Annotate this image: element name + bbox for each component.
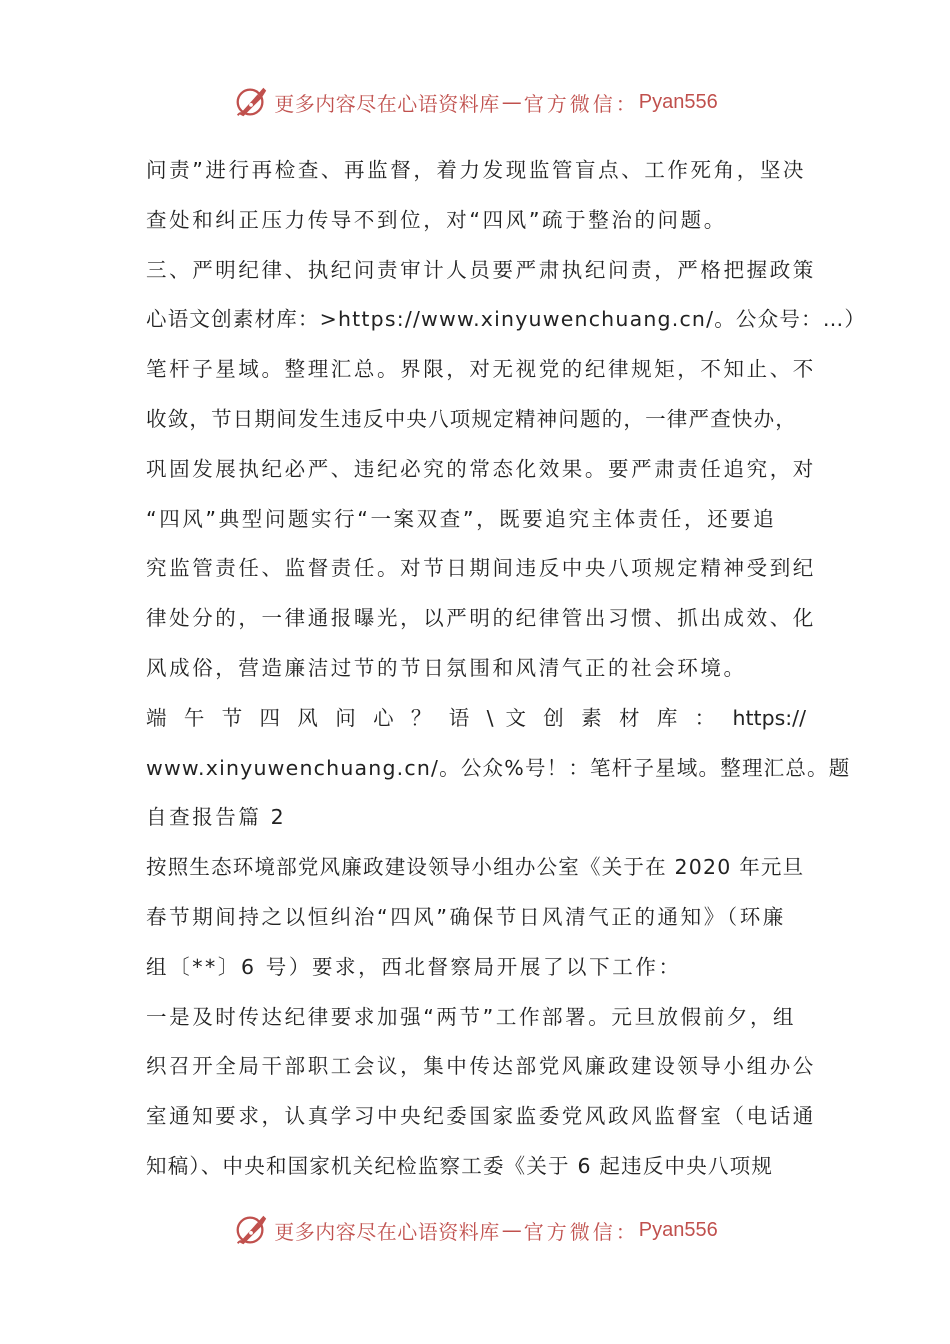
section-heading: 自查报告篇 2 [146, 805, 287, 830]
text-line: 查处和纠正压力传导不到位，对“四风”疏于整治的问题。 [146, 207, 727, 232]
footer-wechat-id: Pyan556 [638, 1218, 718, 1241]
pen-nib-logo-icon [232, 1211, 270, 1249]
text-line: 巩固发展执纪必严、违纪必究的常态化效果。要严肃责任追究，对 [146, 456, 816, 481]
header-banner [0, 80, 950, 124]
pen-nib-logo-icon [232, 83, 270, 121]
text-line: 知稿）、中央和国家机关纪检监察工委《关于 6 起违反中央八项规 [146, 1153, 774, 1178]
text-line: www.xinyuwenchuang.cn/。公众%号！：笔杆子星域。整理汇总。题 [146, 755, 851, 780]
text-line: 室通知要求，认真学习中央纪委国家监委党风政风监督室（电话通 [146, 1104, 816, 1129]
header-wechat-label: 官方微信： [523, 91, 639, 116]
text-line: 笔杆子星域。整理汇总。界限，对无视党的纪律规矩，不知止、不 [146, 357, 816, 382]
text-line: 春节期间持之以恒纠治“四风”确保节日风清气正的通知》（环廉 [146, 904, 786, 929]
text-line: 问责”进行再检查、再监督，着力发现监管盲点、工作死角，坚决 [146, 158, 807, 182]
text-line: 织召开全局干部职工会议，集中传达部党风廉政建设领导小组办公 [146, 1054, 816, 1079]
document-body [146, 146, 867, 1192]
header-wechat-id: Pyan556 [638, 90, 718, 113]
header-separator: — [501, 90, 522, 114]
text-line: 收敛，节日期间发生违反中央八项规定精神问题的，一律严查快办， [146, 406, 797, 431]
text-line: 心语文创素材库：>https://www.xinyuwenchuang.cn/。公众号：…） [146, 307, 867, 332]
text-line: 端 午 节 四 风 问 心 ？ 语 \ 文 创 素 材 库 ： https:// [146, 705, 806, 730]
text-line: 风成俗，营造廉洁过节的节日氛围和风清气正的社会环境。 [146, 655, 747, 680]
header-library-text: 更多内容尽在心语资料库 [274, 91, 500, 116]
text-line: 按照生态环境部党风廉政建设领导小组办公室《关于在 2020 年元旦 [146, 855, 805, 880]
footer-banner [0, 1208, 950, 1252]
text-line: 三、严明纪律、执纪问责审计人员要严肃执纪问责，严格把握政策 [146, 257, 816, 282]
footer-library-text: 更多内容尽在心语资料库 [274, 1219, 500, 1244]
text-line: 律处分的，一律通报曝光，以严明的纪律管出习惯、抓出成效、化 [146, 606, 816, 631]
footer-wechat-label: 官方微信： [523, 1219, 639, 1244]
text-line: “四风”典型问题实行“一案双查”，既要追究主体责任，还要追 [146, 506, 777, 531]
footer-separator: — [501, 1218, 522, 1242]
text-line: 一是及时传达纪律要求加强“两节”工作部署。元旦放假前夕，组 [146, 1004, 797, 1029]
text-line: 组〔**〕6 号）要求，西北督察局开展了以下工作： [146, 954, 682, 979]
text-line: 究监管责任、监督责任。对节日期间违反中央八项规定精神受到纪 [146, 556, 816, 581]
